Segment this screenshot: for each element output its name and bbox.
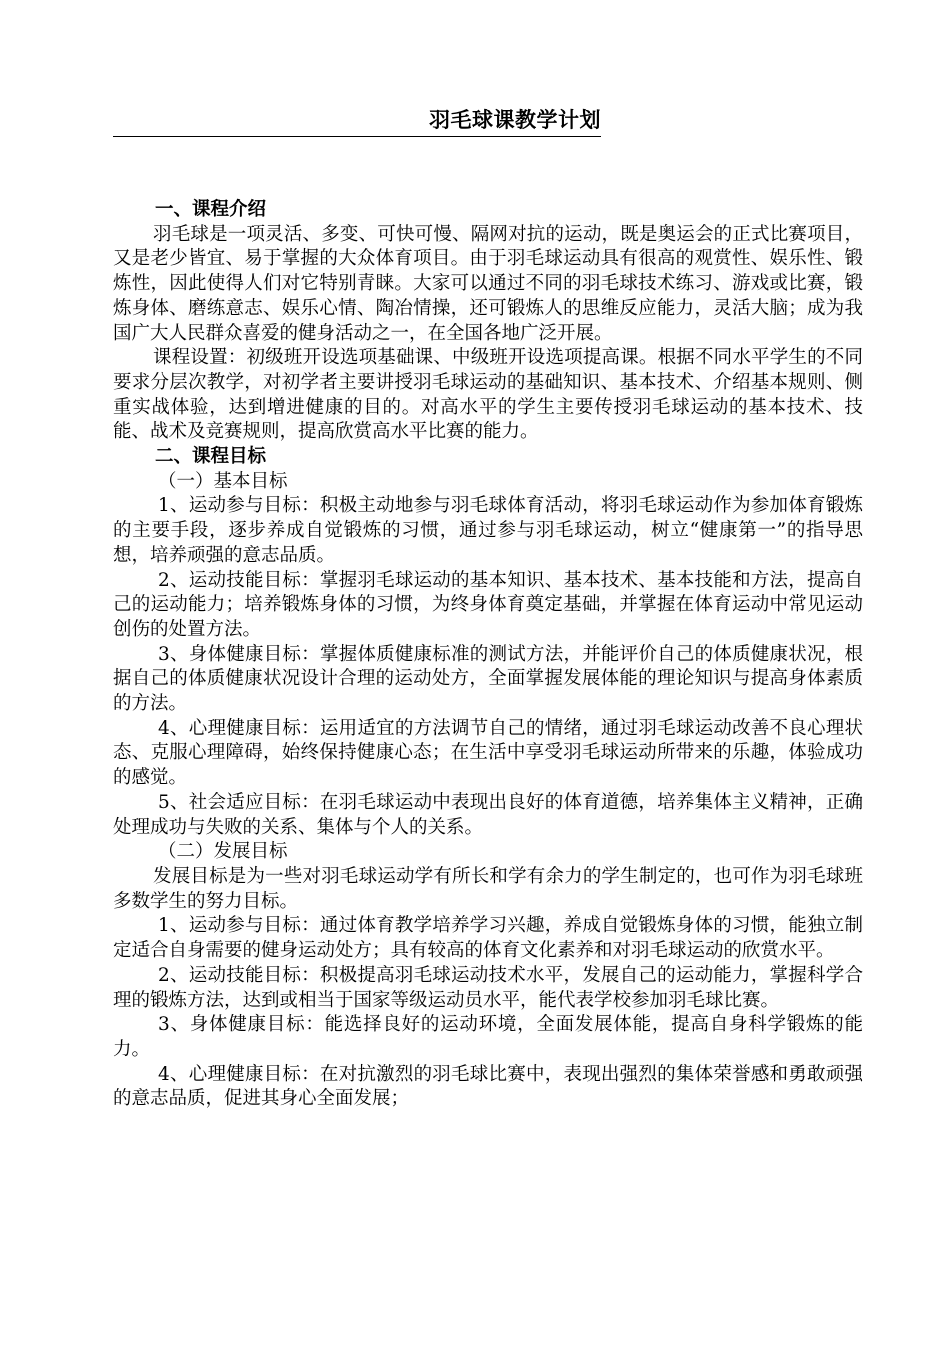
numbered-paragraph: 1、运动参与目标：积极主动地参与羽毛球体育活动，将羽毛球运动作为参加体育锻炼的主要手段，逐步养成自觉锻炼的习惯，通过参与羽毛球运动，树立“健康第一”的指导思想，培养顽强的意志品质。 <box>113 495 863 566</box>
numbered-paragraph: 2、运动技能目标：掌握羽毛球运动的基本知识、基本技术、基本技能和方法，提高自己的运动能力；培养锻炼身体的习惯，为终身体育奠定基础，并掌握在体育运动中常见运动创伤的处置方法。 <box>113 569 863 640</box>
title-underline <box>113 136 601 137</box>
subsection-heading: （一）基本目标 <box>158 470 288 492</box>
document-body <box>113 198 863 1112</box>
numbered-paragraph: 3、身体健康目标：能选择良好的运动环境，全面发展体能，提高自身科学锻炼的能力。 <box>113 1014 863 1060</box>
numbered-paragraph: 3、身体健康目标：掌握体质健康标准的测试方法，并能评价自己的体质健康状况，根据自己的体质健康状况设计合理的运动处方，全面掌握发展体能的理论知识与提高身体素质的方法。 <box>113 643 863 715</box>
numbered-paragraph: 5、社会适应目标：在羽毛球运动中表现出良好的体育道德，培养集体主义精神，正确处理成功与失败的关系、集体与个人的关系。 <box>113 791 863 838</box>
section-heading: 二、课程目标 <box>155 446 267 468</box>
numbered-paragraph: 4、心理健康目标：运用适宜的方法调节自己的情绪，通过羽毛球运动改善不良心理状态、克服心理障碍，始终保持健康心态；在生活中享受羽毛球运动所带来的乐趣，体验成功的感觉。 <box>113 717 863 789</box>
subsection-heading: （二）发展目标 <box>158 841 288 863</box>
numbered-paragraph: 1、运动参与目标：通过体育教学培养学习兴趣，养成自觉锻炼身体的习惯，能独立制定适合自身需要的健身运动处方；具有较高的体育文化素养和对羽毛球运动的欣赏水平。 <box>113 915 863 962</box>
document-title: 羽毛球课教学计划 <box>429 108 601 132</box>
numbered-paragraph: 2、运动技能目标：积极提高羽毛球运动技术水平，发展自己的运动能力，掌握科学合理的锻炼方法，达到或相当于国家等级运动员水平，能代表学校参加羽毛球比赛。 <box>113 964 863 1011</box>
numbered-paragraph: 4、心理健康目标：在对抗激烈的羽毛球比赛中，表现出强烈的集体荣誉感和勇敢顽强的意志品质，促进其身心全面发展； <box>113 1063 863 1110</box>
section-heading: 一、课程介绍 <box>155 199 267 220</box>
paragraph: 羽毛球是一项灵活、多变、可快可慢、隔网对抗的运动，既是奥运会的正式比赛项目，又是老少皆宜、易于掌握的大众体育项目。由于羽毛球运动具有很高的观赏性、娱乐性、锻炼性，因此使得人们对它特别青睐。大家可以通过不同的羽毛球技术练习、游戏或比赛，锻炼身体、磨练意志、娱乐心情、陶冶情操，还可锻炼人的思维反应能力，灵活大脑；成为我国广大人民群众喜爱的健身活动之一，在全国各地广泛开展。 <box>113 223 863 344</box>
paragraph: 发展目标是为一些对羽毛球运动学有所长和学有余力的学生制定的，也可作为羽毛球班多数学生的努力目标。 <box>113 865 863 912</box>
paragraph: 课程设置：初级班开设选项基础课、中级班开设选项提高课。根据不同水平学生的不同要求分层次教学，对初学者主要讲授羽毛球运动的基础知识、基本技术、介绍基本规则、侧重实战体验，达到增进健康的目的。对高水平的学生主要传授羽毛球运动的基本技术、技能、战术及竞赛规则，提高欣赏高水平比赛的能力。 <box>113 347 863 443</box>
